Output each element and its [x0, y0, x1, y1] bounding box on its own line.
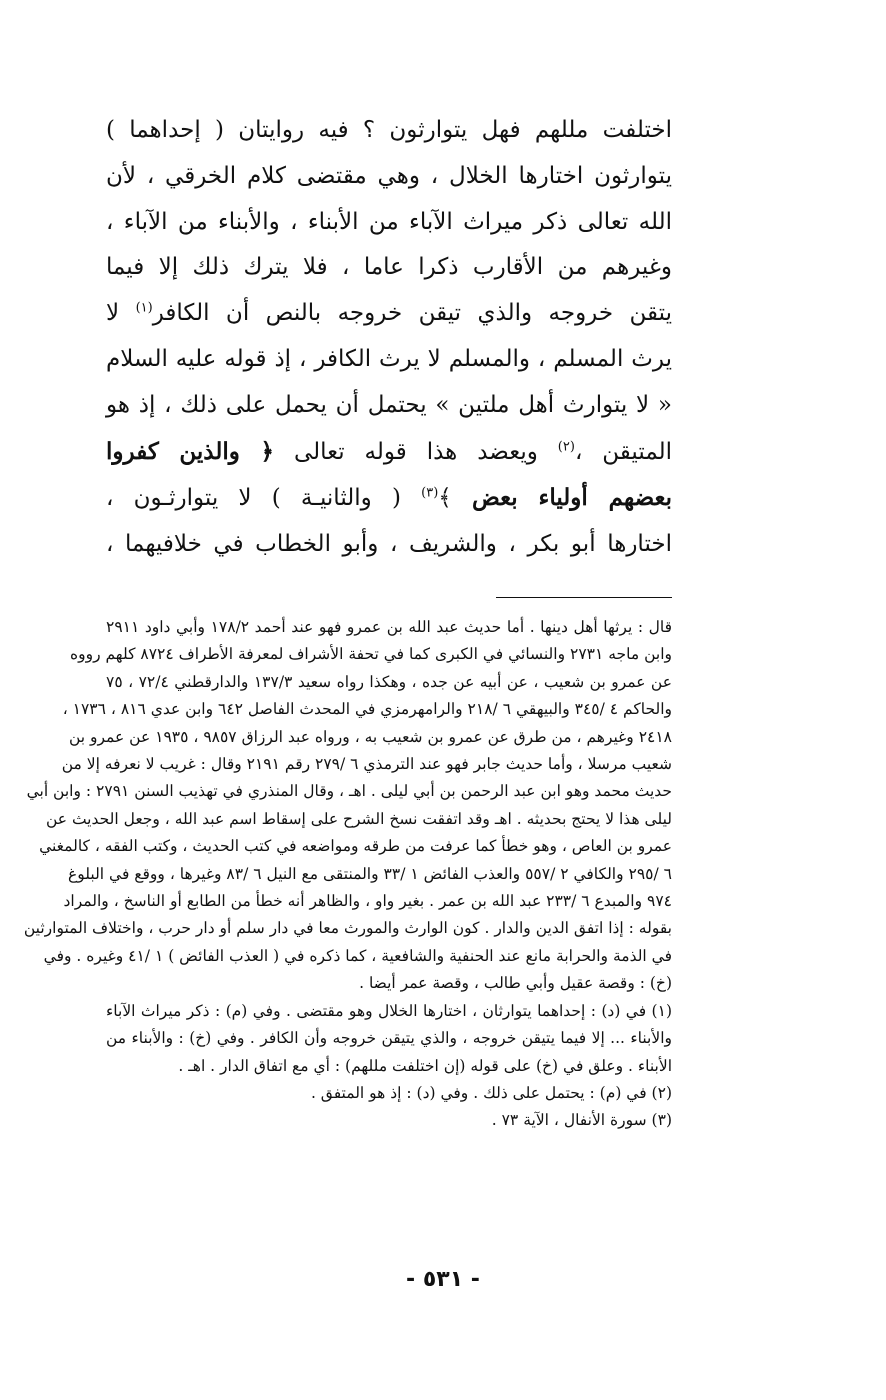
quran-verse: ﴿ والذين كفروا [106, 437, 274, 465]
page-number: - ٥٣١ - [406, 1267, 480, 1292]
footnote-line: (٣) سورة الأنفال ، الآية ٧٣ . [491, 1111, 672, 1130]
footnotes [23, 614, 673, 1135]
footnote-line: بقوله : إذا اتفق الدين والدار . كون الوارث والمورث معا في دار سلم أو دار حرب ، واختلاف المتوارثين [23, 919, 672, 938]
text-segment: لا [106, 300, 120, 327]
footnote-marker: (١) [135, 300, 153, 316]
text-line: يرث المسلم ، والمسلم لا يرث الكافر ، إذ قوله عليه السلام [106, 345, 672, 372]
footnote-line: ٩٧٤ والمبدع ٦ /٢٣٣ عبد الله بن عمر . بغير واو ، والظاهر أنه خطأ من الطابع أو الناسخ ، والمراد [63, 892, 672, 911]
text-line [106, 475, 672, 522]
main-paragraph [106, 108, 672, 568]
text-line: اختارها أبو بكر ، والشريف ، وأبو الخطاب في خلافيهما ، [106, 531, 672, 558]
text-segment: يتقن خروجه والذي تيقن خروجه بالنص أن الكافر [152, 300, 672, 327]
text-line [106, 429, 672, 476]
footnote-line: عن عمرو بن شعيب ، عن أبيه عن جده ، وهكذا رواه سعيد ١٣٧/٣ والدارقطني ٧٢/٤ ، ٧٥ [106, 672, 672, 691]
footnote-line: (٢) في (م) : يحتمل على ذلك . وفي (د) : إذ هو المتفق . [310, 1083, 672, 1102]
footnote-line: قال : يرثها أهل دينها . أما حديث عبد الله بن عمرو فهو عند أحمد ١٧٨/٢ وأبي داود ٢٩١١ [106, 618, 673, 636]
footnote-line: شعيب مرسلا ، وأما حديث جابر فهو عند الترمذي ٦ /٢٧٩ رقم ٢١٩١ وقال : غريب لا نعرفه إلا من [61, 755, 672, 774]
footnote-marker: (٢) [557, 438, 575, 454]
footnote-line: ليلى هذا لا يحتج بحديثه . اهـ وقد اتفقت نسخ الشرح على إسقاط اسم عبد الله ، وجعل الحديث عن [45, 809, 672, 828]
footnote-marker: (٣) [421, 485, 439, 501]
footnote-line: والأبناء ... إلا فيما يتيقن خروجه ، والذي يتيقن خروجه وأن الكافر . وفي (خ) : والأبناء من [106, 1029, 672, 1048]
text-line: « لا يتوارث أهل ملتين » يحتمل أن يحمل على ذلك ، إذ هو [106, 391, 672, 418]
footnote-separator [496, 597, 672, 598]
footnote-line: الأبناء . وعلق في (خ) على قوله (إن اختلفت مللهم) : أي مع اتفاق الدار . اهـ . [178, 1056, 672, 1075]
footnote-line: ٦ /٢٩٥ والكافي ٢ /٥٥٧ والعذب الفائض ١ /٣٣ والمنتقى مع النيل ٦ /٨٣ وغيرها ، ووقع في البلوغ [68, 864, 672, 883]
text-segment: ويعضد هذا قوله تعالى [293, 438, 538, 465]
footnote-line: والحاكم ٤ /٣٤٥ والبيهقي ٦ /٢١٨ والرامهرمزي في المحدث الفاصل ٦٤٢ وابن عدي ٨١٦ ، ١٧٣٦ ، [62, 700, 672, 719]
main-text [106, 108, 672, 568]
text-segment: المتيقن ، [574, 438, 673, 465]
footnote-line: (خ) : وقصة عقيل وأبي طالب ، وقصة عمر أيضا . [359, 974, 672, 993]
footnote-line: وابن ماجه ٢٧٣١ والنسائي في الكبرى كما في تحفة الأشراف لمعرفة الأطراف ٨٧٢٤ كلهم رووه [69, 645, 672, 664]
text-line: اختلفت مللهم فهل يتوارثون ؟ فيه روايتان ( إحداهما ) [106, 117, 672, 143]
text-line: يتوارثون اختارها الخلال ، وهي مقتضى كلام الخرقي ، لأن [106, 162, 672, 189]
footnote-line: في الذمة والحرابة مانع عند الحنفية والشافعية ، كما ذكره في ( العذب الفائض ) ١ /٤١ وغيره . وفي [43, 946, 672, 965]
footnote-line: عمرو بن العاص ، وهو خطأ كما عرفت من طرقه ومواضعه في كتب الحديث ، وكتب الفقه ، كالمغني [39, 837, 672, 856]
verse-close: ﴾ [438, 485, 452, 512]
footnote-line: (١) في (د) : إحداهما يتوارثان ، اختارها الخلال وهو مقتضى . وفي (م) : ذكر ميراث الآباء [106, 1001, 672, 1020]
text-line: وغيرهم من الأقارب ذكرا عاما ، فلا يترك ذلك إلا فيما [106, 254, 672, 281]
text-line [106, 291, 672, 337]
text-segment: ( والثانيـة ) لا يتوارثـون ، [106, 485, 401, 512]
text-line: الله تعالى ذكر ميراث الآباء من الأبناء ، والأبناء من الآباء ، [106, 208, 672, 235]
quran-verse: بعضهم أولياء بعض [471, 484, 673, 512]
footnote-line: ٢٤١٨ وغيرهم ، من طرق عن عمرو بن شعيب به ، ورواه عبد الرزاق ٩٨٥٧ ، ١٩٣٥ عن عمرو بن [68, 727, 672, 746]
footnote-line: حديث محمد وهو ابن عبد الرحمن بن أبي ليلى . اهـ ، وقال المنذري في تهذيب السنن ٢٧٩١ : وابن أبي [26, 782, 672, 801]
